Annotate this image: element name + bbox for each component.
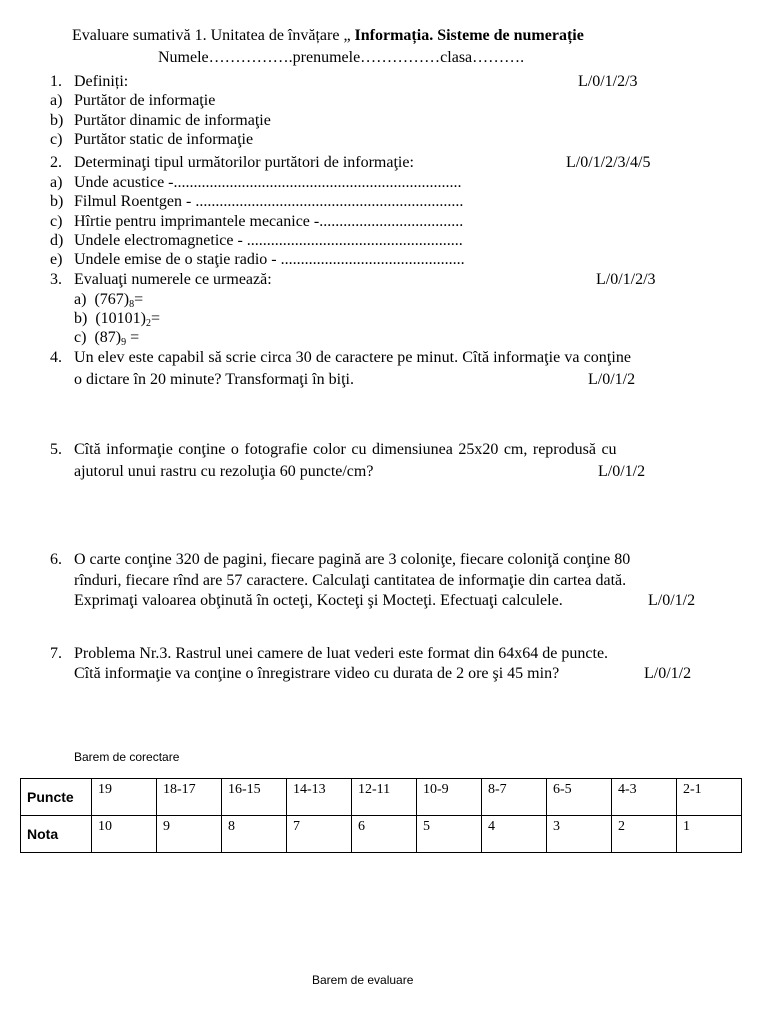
q1-item-letter: c)	[50, 131, 63, 148]
table-cell: 4-3	[612, 779, 677, 816]
q6-line: rînduri, fiecare rînd are 57 caractere. Calculaţi cantitatea de informaţie din cartea dată.	[74, 572, 627, 589]
q2-score: L/0/1/2/3/4/5	[566, 154, 651, 171]
q3-item-base: 2	[145, 318, 151, 329]
q3-item-letter: b)	[74, 310, 88, 327]
table-cell: 7	[287, 816, 352, 853]
table-cell: 6	[352, 816, 417, 853]
table-cell: 16-15	[222, 779, 287, 816]
q6-line: Exprimaţi valoarea obţinută în octeţi, Kocteţi şi Mocteţi. Efectuaţi calculele.	[74, 592, 563, 609]
table-row	[21, 779, 742, 816]
q2-item-letter: c)	[50, 213, 63, 230]
table-cell: 5	[417, 816, 482, 853]
q5-score: L/0/1/2	[598, 463, 646, 480]
q3-item-suffix: =	[134, 291, 144, 308]
q5-line: Cîtă informaţie conţine o fotografie color cu dimensiunea 25x20 cm, reprodusă cu	[74, 441, 617, 458]
barem-title: Barem de corectare	[74, 750, 180, 764]
q2-item-letter: d)	[50, 232, 64, 249]
table-cell: 12-11	[352, 779, 417, 816]
q3-item-suffix: =	[150, 310, 161, 327]
q2-item-text: Filmul Roentgen - ...................................................................	[74, 193, 464, 210]
q3-item-value: (87)	[94, 329, 122, 346]
student-line: Numele…………….prenumele……………clasa……….	[158, 49, 525, 66]
q1-number: 1.	[50, 73, 62, 90]
barem-table	[20, 778, 742, 853]
q4-line: Un elev este capabil să scrie circa 30 de caractere pe minut. Cîtă informaţie va conţine	[74, 349, 632, 366]
table-cell: 1	[677, 816, 742, 853]
q7-line: Problema Nr.3. Rastrul unei camere de luat vederi este format din 64x64 de puncte.	[74, 645, 609, 662]
q1-item-text: Purtător de informaţie	[74, 92, 216, 109]
footer-title: Barem de evaluare	[312, 973, 414, 987]
table-cell: 4	[482, 816, 547, 853]
q1-score: L/0/1/2/3	[578, 73, 638, 90]
q7-line: Cîtă informaţie va conţine o înregistrare video cu durata de 2 ore şi 45 min?	[74, 665, 560, 682]
q2-item-text: Undele electromagnetice - ......................................................	[74, 232, 463, 249]
q3-text: Evaluaţi numerele ce urmează:	[74, 271, 272, 288]
table-cell: 10-9	[417, 779, 482, 816]
table-cell: 2-1	[677, 779, 742, 816]
q3-score: L/0/1/2/3	[596, 271, 656, 288]
q5-line: ajutorul unui rastru cu rezoluţia 60 puncte/cm?	[74, 463, 374, 480]
title-prefix: Evaluare sumativă 1. Unitatea de învățare „	[72, 27, 351, 44]
table-cell: 8	[222, 816, 287, 853]
table-row	[21, 816, 742, 853]
q2-item-text: Undele emise de o staţie radio - ..............................................	[74, 251, 465, 268]
q2-number: 2.	[50, 154, 62, 171]
q1-text: Definiți:	[74, 73, 129, 90]
table-cell: 10	[92, 816, 157, 853]
q6-score: L/0/1/2	[648, 592, 696, 609]
table-cell: 14-13	[287, 779, 352, 816]
q1-item-text: Purtător dinamic de informaţie	[74, 112, 271, 129]
q4-score: L/0/1/2	[588, 371, 636, 388]
table-cell: 6-5	[547, 779, 612, 816]
q2-item-letter: b)	[50, 193, 64, 210]
q4-line: o dictare în 20 minute? Transformaţi în biţi.	[74, 371, 354, 388]
table-cell: 19	[92, 779, 157, 816]
page-title	[72, 26, 584, 46]
q5-number: 5.	[50, 441, 62, 458]
q1-item-text: Purtător static de informaţie	[74, 131, 254, 148]
q1-item-letter: b)	[50, 112, 64, 129]
q7-number: 7.	[50, 645, 62, 662]
table-cell: 2	[612, 816, 677, 853]
q2-item-letter: e)	[50, 251, 63, 268]
table-cell: 9	[157, 816, 222, 853]
q3-item-base: 8	[129, 299, 135, 310]
q2-item-text: Unde acustice -........................................................................	[74, 174, 462, 191]
table-row-label: Puncte	[21, 779, 92, 816]
q1-item-letter: a)	[50, 92, 63, 109]
title-bold: Informația. Sisteme de numerație	[350, 27, 584, 44]
q4-number: 4.	[50, 349, 62, 366]
q3-item-base: 9	[121, 337, 127, 348]
q2-text: Determinaţi tipul următorilor purtători de informaţie:	[74, 154, 414, 171]
q2-item-text: Hîrtie pentru imprimantele mecanice -....................................	[74, 213, 464, 230]
q3-item-value: (10101)	[95, 310, 146, 327]
q3-item-letter: a)	[74, 291, 87, 308]
table-cell: 18-17	[157, 779, 222, 816]
table-cell: 8-7	[482, 779, 547, 816]
q3-item-suffix: =	[126, 329, 140, 346]
q6-number: 6.	[50, 551, 62, 568]
q3-item-value: (767)	[94, 291, 130, 308]
table-cell: 3	[547, 816, 612, 853]
q6-line: O carte conţine 320 de pagini, fiecare pagină are 3 coloniţe, fiecare coloniţă conţine 80	[74, 551, 631, 568]
q2-item-letter: a)	[50, 174, 63, 191]
q3-item-letter: c)	[74, 329, 87, 346]
table-row-label: Nota	[21, 816, 92, 853]
q3-number: 3.	[50, 271, 62, 288]
q7-score: L/0/1/2	[644, 665, 692, 682]
